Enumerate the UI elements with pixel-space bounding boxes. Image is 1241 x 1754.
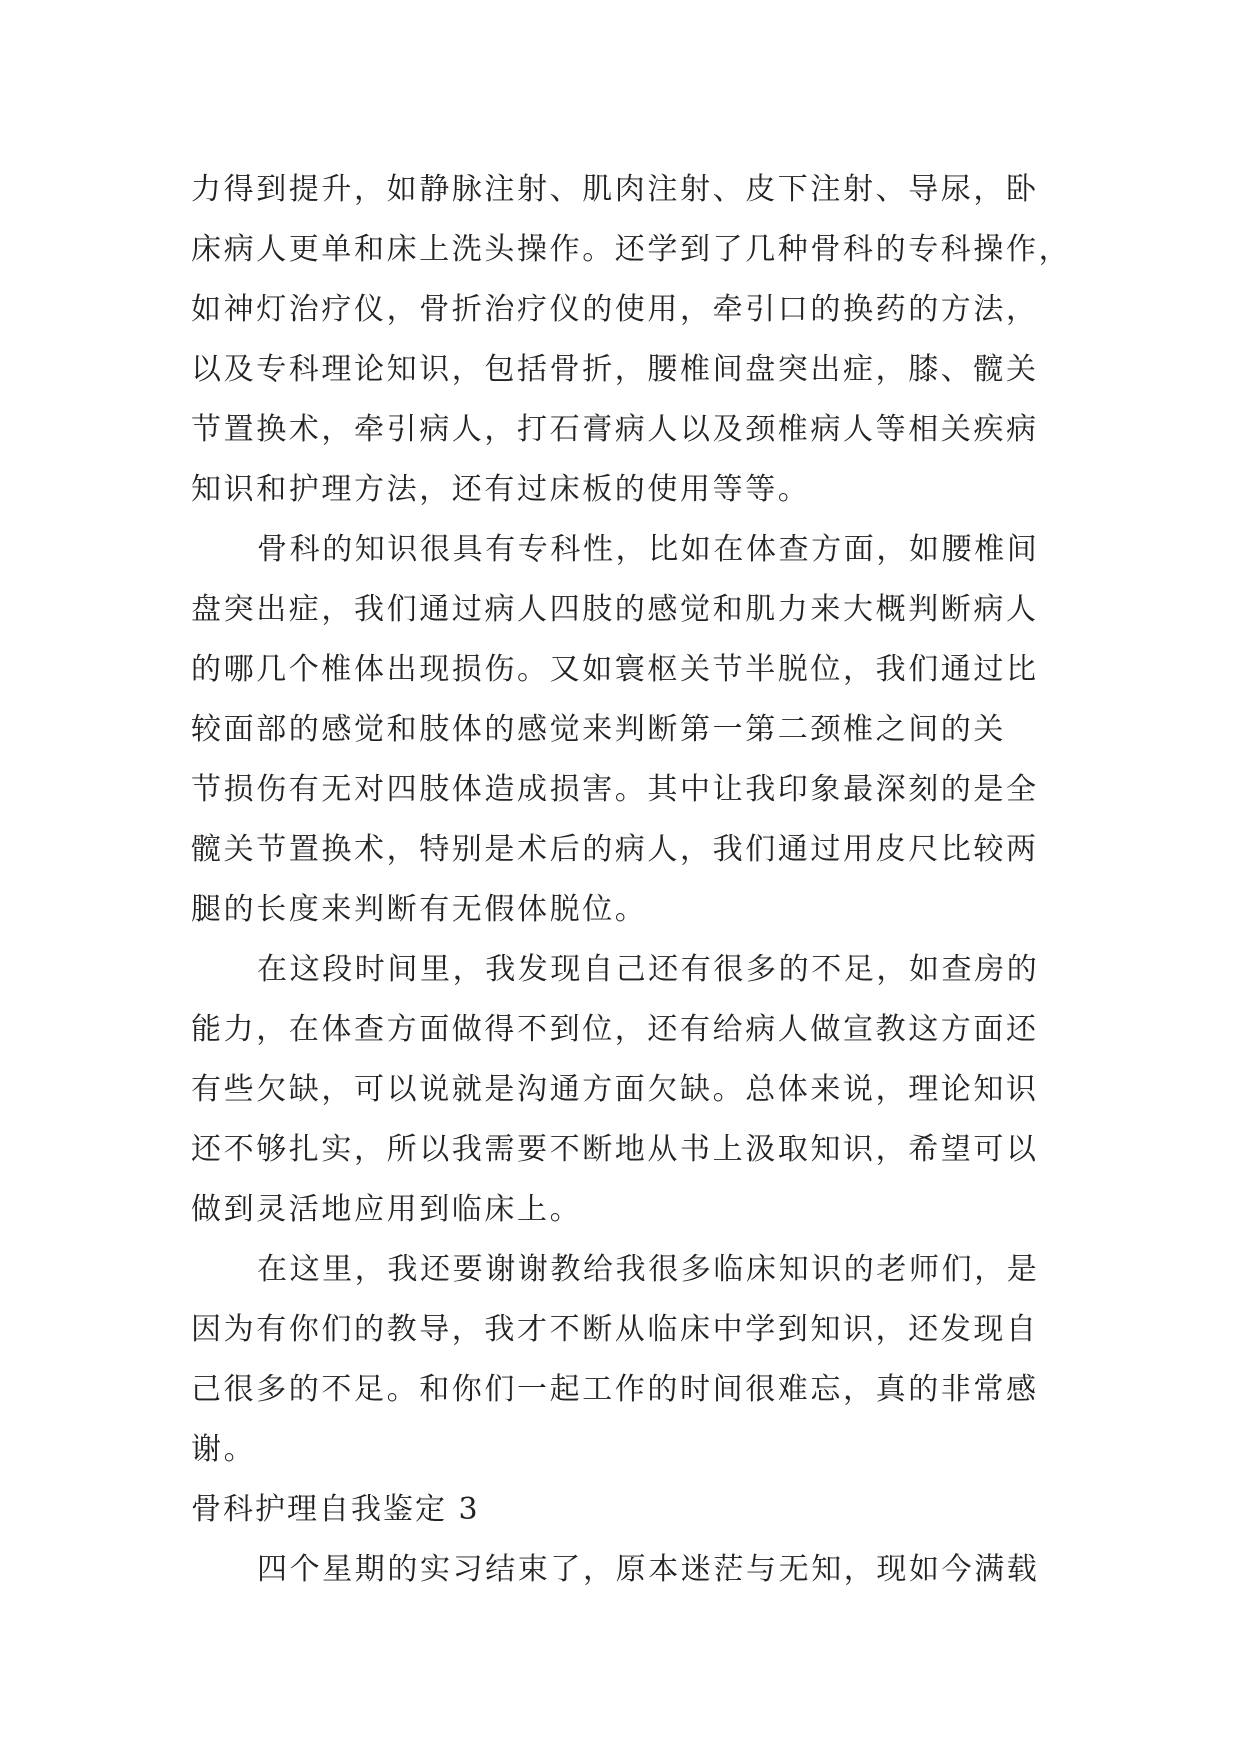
text-line: 知识和护理方法，还有过床板的使用等等。 — [191, 472, 811, 507]
text-line: 能力，在体查方面做得不到位，还有给病人做宣教这方面还 — [191, 1012, 1039, 1047]
text-line: 髋关节置换术，特别是术后的病人，我们通过用皮尺比较两 — [191, 832, 1039, 867]
text-line: 以及专科理论知识，包括骨折，腰椎间盘突出症，膝、髋关 — [191, 352, 1039, 387]
text-line: 做到灵活地应用到临床上。 — [191, 1192, 583, 1227]
text-line: 力得到提升，如静脉注射、肌肉注射、皮下注射、导尿，卧 — [191, 172, 1039, 207]
text-line: 的哪几个椎体出现损伤。又如寰枢关节半脱位，我们通过比 — [191, 652, 1039, 687]
text-line: 因为有你们的教导，我才不断从临床中学到知识，还发现自 — [191, 1312, 1039, 1347]
text-line: 节置换术，牵引病人，打石膏病人以及颈椎病人等相关疾病 — [191, 412, 1039, 447]
text-line: 己很多的不足。和你们一起工作的时间很难忘，真的非常感 — [191, 1372, 1039, 1407]
text-line: 在这里，我还要谢谢教给我很多临床知识的老师们，是 — [257, 1252, 1040, 1287]
document-body — [191, 160, 1071, 1600]
text-line: 如神灯治疗仪，骨折治疗仪的使用，牵引口的换药的方法， — [191, 292, 1039, 327]
text-line: 谢。 — [191, 1432, 257, 1467]
text-line: 盘突出症，我们通过病人四肢的感觉和肌力来大概判断病人 — [191, 592, 1039, 627]
text-line: 四个星期的实习结束了，原本迷茫与无知，现如今满载 — [257, 1552, 1040, 1587]
text-line: 有些欠缺，可以说就是沟通方面欠缺。总体来说，理论知识 — [191, 1072, 1039, 1107]
text-line: 在这段时间里，我发现自己还有很多的不足，如查房的 — [257, 952, 1040, 987]
text-line: 骨科的知识很具有专科性，比如在体查方面，如腰椎间 — [257, 532, 1040, 567]
text-line: 床病人更单和床上洗头操作。还学到了几种骨科的专科操作， — [191, 232, 1072, 267]
text-line: 腿的长度来判断有无假体脱位。 — [191, 892, 648, 927]
text-line: 还不够扎实，所以我需要不断地从书上汲取知识，希望可以 — [191, 1132, 1039, 1167]
section-heading: 骨科护理自我鉴定 3 — [191, 1492, 480, 1527]
text-line: 较面部的感觉和肢体的感觉来判断第一第二颈椎之间的关 — [191, 712, 1006, 747]
text-line: 节损伤有无对四肢体造成损害。其中让我印象最深刻的是全 — [191, 772, 1039, 807]
